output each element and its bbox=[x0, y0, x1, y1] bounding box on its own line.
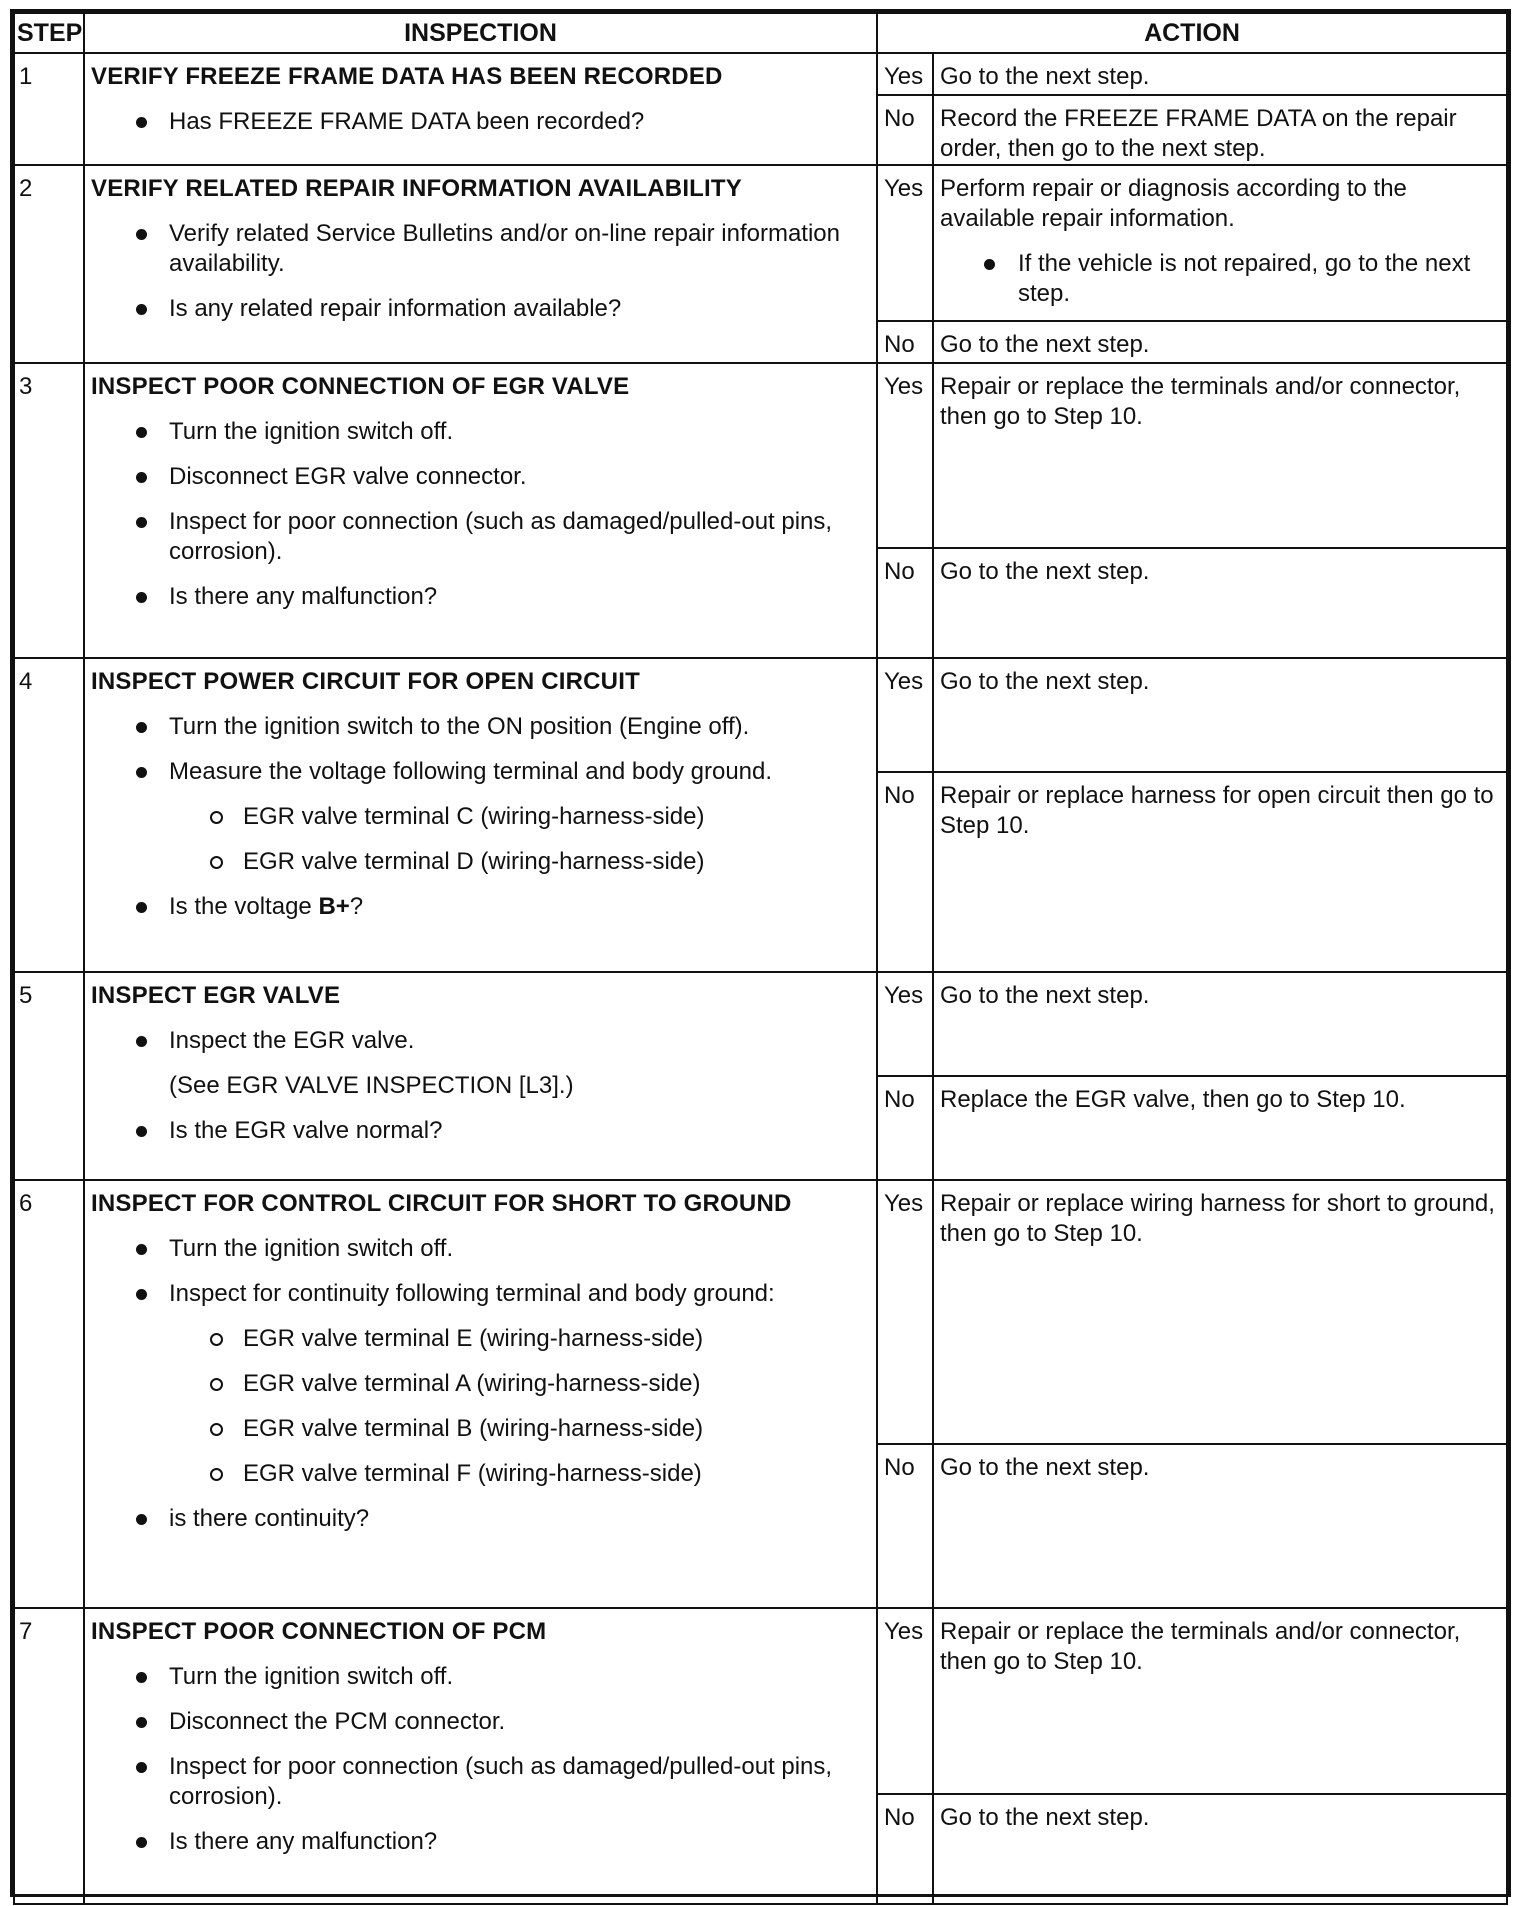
yes-label: Yes bbox=[877, 972, 933, 1076]
bullet-icon bbox=[136, 1289, 147, 1300]
inspection-question: Is the EGR valve normal? bbox=[91, 1116, 876, 1146]
no-label: No bbox=[877, 548, 933, 658]
no-label: No bbox=[877, 1076, 933, 1180]
no-action: Repair or replace harness for open circuit then go to Step 10. bbox=[933, 772, 1507, 972]
bullet-icon bbox=[136, 1244, 147, 1255]
no-label: No bbox=[877, 772, 933, 972]
yes-action: Go to the next step. bbox=[933, 972, 1507, 1076]
bullet-icon bbox=[136, 1717, 147, 1728]
yes-action bbox=[933, 165, 1507, 321]
yes-label: Yes bbox=[877, 1180, 933, 1444]
inspection-question: Is the voltage B+? bbox=[91, 892, 876, 922]
inspection-item: Turn the ignition switch off. bbox=[91, 1234, 876, 1264]
no-label: No bbox=[877, 321, 933, 363]
inspection-question: is there continuity? bbox=[91, 1504, 876, 1534]
inspection-item: Inspect for poor connection (such as damaged/pulled-out pins, corrosion). bbox=[91, 1752, 876, 1812]
inspection-item: Inspect for poor connection (such as damaged/pulled-out pins, corrosion). bbox=[91, 507, 876, 567]
inspection-subitem: EGR valve terminal A (wiring-harness-side) bbox=[91, 1369, 876, 1399]
no-label: No bbox=[877, 1794, 933, 1904]
step-title: INSPECT POWER CIRCUIT FOR OPEN CIRCUIT bbox=[91, 668, 640, 695]
bullet-icon bbox=[136, 472, 147, 483]
inspection-item: Is there any malfunction? bbox=[91, 1827, 876, 1857]
header-inspection: INSPECTION bbox=[84, 13, 877, 53]
no-action: Replace the EGR valve, then go to Step 10. bbox=[933, 1076, 1507, 1180]
bullet-icon bbox=[136, 1837, 147, 1848]
bullet-icon bbox=[136, 304, 147, 315]
yes-label: Yes bbox=[877, 1608, 933, 1794]
step-inspection bbox=[84, 1180, 877, 1608]
inspection-subitem: EGR valve terminal E (wiring-harness-side) bbox=[91, 1324, 876, 1354]
step-title: VERIFY FREEZE FRAME DATA HAS BEEN RECORDED bbox=[91, 63, 723, 90]
step-3-yes-row bbox=[14, 363, 1507, 548]
inspection-subitem: EGR valve terminal D (wiring-harness-side) bbox=[91, 847, 876, 877]
no-action: Go to the next step. bbox=[933, 548, 1507, 658]
step-7-yes-row bbox=[14, 1608, 1507, 1794]
table-header-row bbox=[14, 13, 1507, 53]
inspection-item: Disconnect the PCM connector. bbox=[91, 1707, 876, 1737]
step-number: 5 bbox=[14, 972, 84, 1180]
inspection-item: Is there any malfunction? bbox=[91, 582, 876, 612]
no-label: No bbox=[877, 1444, 933, 1608]
bullet-icon bbox=[136, 722, 147, 733]
step-4-yes-row bbox=[14, 658, 1507, 772]
header-action: ACTION bbox=[877, 13, 1507, 53]
step-number: 7 bbox=[14, 1608, 84, 1904]
step-inspection bbox=[84, 972, 877, 1180]
bullet-icon bbox=[136, 902, 147, 913]
no-label: No bbox=[877, 95, 933, 165]
step-inspection bbox=[84, 658, 877, 972]
step-inspection bbox=[84, 363, 877, 658]
step-1-yes-row bbox=[14, 53, 1507, 95]
inspection-item: Verify related Service Bulletins and/or on-line repair information availability. bbox=[91, 219, 876, 279]
step-5-yes-row bbox=[14, 972, 1507, 1076]
inspection-item: Turn the ignition switch off. bbox=[91, 1662, 876, 1692]
yes-action: Repair or replace wiring harness for short to ground, then go to Step 10. bbox=[933, 1180, 1507, 1444]
yes-action-bullet: If the vehicle is not repaired, go to the next step. bbox=[940, 249, 1496, 309]
bullet-icon bbox=[984, 259, 995, 270]
header-step: STEP bbox=[14, 13, 84, 53]
step-number: 2 bbox=[14, 165, 84, 363]
no-action: Go to the next step. bbox=[933, 1444, 1507, 1608]
bullet-icon bbox=[136, 117, 147, 128]
inspection-subitem: EGR valve terminal F (wiring-harness-side) bbox=[91, 1459, 876, 1489]
step-number: 1 bbox=[14, 53, 84, 165]
bullet-icon bbox=[136, 1672, 147, 1683]
bullet-icon bbox=[136, 1762, 147, 1773]
yes-action-text: Perform repair or diagnosis according to the available repair information. bbox=[940, 175, 1407, 232]
inspection-item: Disconnect EGR valve connector. bbox=[91, 462, 876, 492]
step-inspection bbox=[84, 53, 877, 165]
inspection-item: Is any related repair information available? bbox=[91, 294, 876, 324]
bullet-icon bbox=[136, 1514, 147, 1525]
step-6-yes-row bbox=[14, 1180, 1507, 1444]
yes-label: Yes bbox=[877, 165, 933, 321]
circle-bullet-icon bbox=[210, 1423, 223, 1436]
yes-action: Go to the next step. bbox=[933, 53, 1507, 95]
step-2-yes-row bbox=[14, 165, 1507, 321]
circle-bullet-icon bbox=[210, 856, 223, 869]
inspection-item: Inspect for continuity following terminal and body ground: bbox=[91, 1279, 876, 1309]
no-action: Go to the next step. bbox=[933, 321, 1507, 363]
inspection-item: Turn the ignition switch to the ON position (Engine off). bbox=[91, 712, 876, 742]
no-action: Go to the next step. bbox=[933, 1794, 1507, 1904]
circle-bullet-icon bbox=[210, 811, 223, 824]
step-number: 3 bbox=[14, 363, 84, 658]
yes-label: Yes bbox=[877, 658, 933, 772]
yes-action: Repair or replace the terminals and/or connector, then go to Step 10. bbox=[933, 1608, 1507, 1794]
diagnostic-procedure-table bbox=[10, 9, 1511, 1897]
yes-label: Yes bbox=[877, 363, 933, 548]
inspection-item: Measure the voltage following terminal and body ground. bbox=[91, 757, 876, 787]
yes-action: Repair or replace the terminals and/or connector, then go to Step 10. bbox=[933, 363, 1507, 548]
inspection-subitem: EGR valve terminal B (wiring-harness-side) bbox=[91, 1414, 876, 1444]
inspection-subitem: EGR valve terminal C (wiring-harness-side) bbox=[91, 802, 876, 832]
circle-bullet-icon bbox=[210, 1333, 223, 1346]
bullet-icon bbox=[136, 1126, 147, 1137]
bullet-icon bbox=[136, 229, 147, 240]
step-title: INSPECT POOR CONNECTION OF PCM bbox=[91, 1618, 547, 1645]
yes-label: Yes bbox=[877, 53, 933, 95]
bullet-icon bbox=[136, 1036, 147, 1047]
step-title: INSPECT FOR CONTROL CIRCUIT FOR SHORT TO GROUND bbox=[91, 1190, 792, 1217]
step-inspection bbox=[84, 165, 877, 363]
circle-bullet-icon bbox=[210, 1378, 223, 1391]
bullet-icon bbox=[136, 592, 147, 603]
bullet-icon bbox=[136, 517, 147, 528]
step-title: INSPECT POOR CONNECTION OF EGR VALVE bbox=[91, 373, 630, 400]
yes-action: Go to the next step. bbox=[933, 658, 1507, 772]
step-number: 4 bbox=[14, 658, 84, 972]
inspection-item: Turn the ignition switch off. bbox=[91, 417, 876, 447]
circle-bullet-icon bbox=[210, 1468, 223, 1481]
bullet-icon bbox=[136, 427, 147, 438]
bullet-icon bbox=[136, 767, 147, 778]
step-inspection bbox=[84, 1608, 877, 1904]
step-title: INSPECT EGR VALVE bbox=[91, 982, 341, 1009]
step-number: 6 bbox=[14, 1180, 84, 1608]
inspection-item: Inspect the EGR valve. bbox=[91, 1026, 876, 1056]
no-action: Record the FREEZE FRAME DATA on the repair order, then go to the next step. bbox=[933, 95, 1507, 165]
inspection-note: (See EGR VALVE INSPECTION [L3].) bbox=[169, 1072, 574, 1099]
inspection-item: Has FREEZE FRAME DATA been recorded? bbox=[91, 107, 876, 137]
step-title: VERIFY RELATED REPAIR INFORMATION AVAILABILITY bbox=[91, 175, 742, 202]
